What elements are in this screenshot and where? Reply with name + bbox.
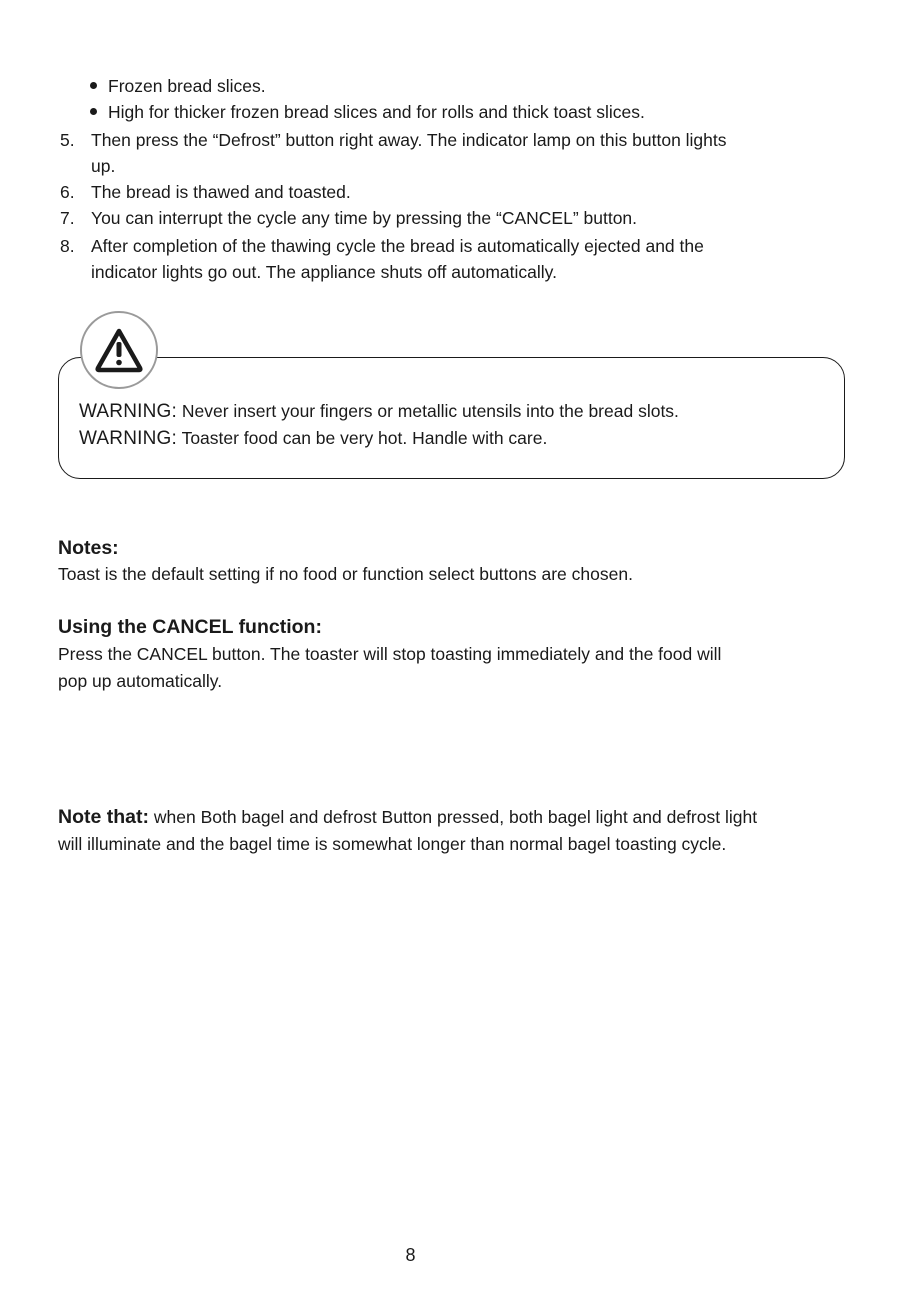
note-that-line1 [58,804,757,830]
page-number: 8 [405,1245,416,1265]
warning-triangle-icon [94,327,144,373]
notes-heading: Notes: [58,537,119,559]
note-that-text: when Both bagel and defrost Button pressed, both bagel light and defrost light [153,807,758,827]
cancel-heading: Using the CANCEL function: [58,616,322,638]
step-8-text-line1: After completion of the thawing cycle the bread is automatically ejected and the [91,236,704,256]
bullet-dot [90,82,97,89]
step-7-number: 7. [60,208,75,228]
warning-label: WARNING: [79,428,178,449]
step-7-text: You can interrupt the cycle any time by pressing the “CANCEL” button. [91,208,638,228]
note-that-label: Note that: [58,806,149,828]
step-5-text-line2: up. [91,156,116,176]
step-6-number: 6. [60,182,75,202]
step-8-text-line2: indicator lights go out. The appliance shuts off automatically. [91,262,557,282]
warning-line-2 [79,425,547,452]
step-8-number: 8. [60,236,75,256]
bullet-dot [90,108,97,115]
notes-text: Toast is the default setting if no food or function select buttons are chosen. [58,564,633,584]
warning-text: Never insert your fingers or metallic utensils into the bread slots. [181,401,679,421]
warning-line-1 [79,398,679,425]
step-5-number: 5. [60,130,75,150]
step-6-text: The bread is thawed and toasted. [91,182,351,202]
step-5-text-line1: Then press the “Defrost” button right away. The indicator lamp on this button lights [91,130,727,150]
bullet-frozen-slices: Frozen bread slices. [108,76,266,96]
warning-text: Toaster food can be very hot. Handle with care. [181,428,548,448]
note-that-line2: will illuminate and the bagel time is somewhat longer than normal bagel toasting cycle. [58,834,727,854]
warning-icon-badge [80,311,158,389]
warning-label: WARNING: [79,401,178,422]
bullet-high-setting: High for thicker frozen bread slices and for rolls and thick toast slices. [108,102,645,122]
cancel-text-line1: Press the CANCEL button. The toaster will stop toasting immediately and the food will [58,644,722,664]
cancel-text-line2: pop up automatically. [58,671,223,691]
